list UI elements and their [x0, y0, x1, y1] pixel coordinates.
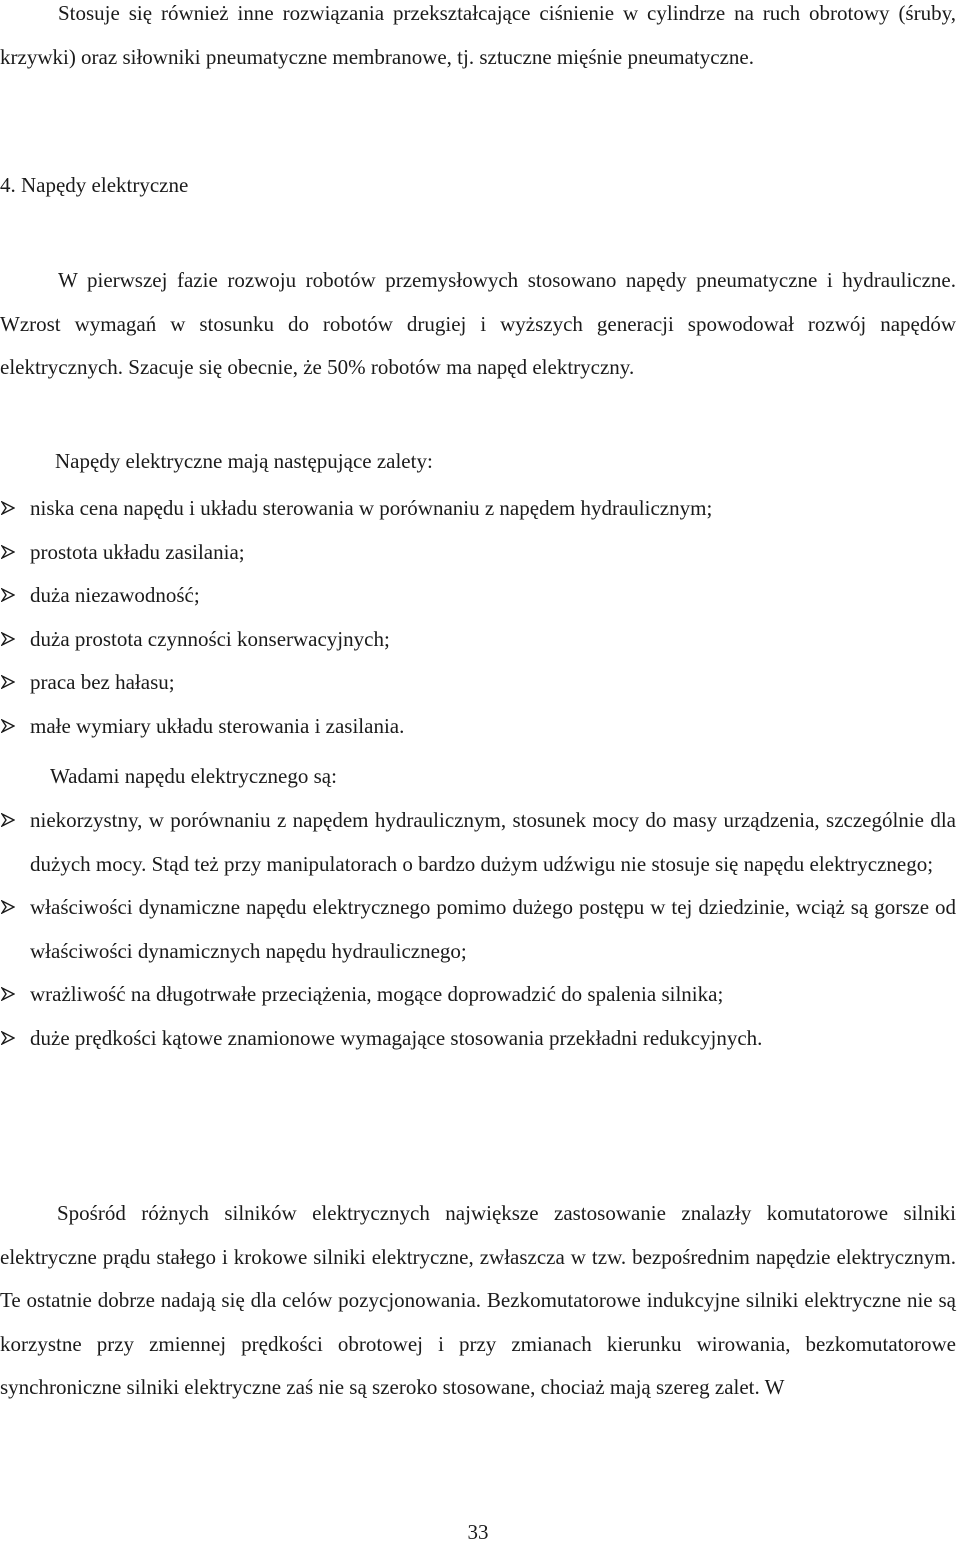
list-item [0, 487, 956, 531]
arrowhead-bullet-icon [0, 1017, 22, 1061]
arrowhead-bullet-icon [0, 487, 22, 531]
arrowhead-bullet-icon [0, 574, 22, 618]
list-item [0, 799, 956, 886]
disadvantages-list [0, 799, 956, 1061]
arrowhead-bullet-icon [0, 661, 22, 705]
paragraph-motor-types: Spośród różnych silników elektrycznych największe zastosowanie znalazły komutatorowe silniki elektryczne prądu stałego i krokowe silniki elektryczne, zwłaszcza w tzw. bezpośrednim napędzie elektrycznym. Te ostatnie dobrze nadają się dla celów pozycjonowania. Bezkomutatorowe indukcyjne silniki elektryczne nie są korzystne przy zmiennej prędkości obrotowej i przy zmianach kierunku wirowania, bezkomutatorowe synchroniczne silniki elektryczne zaś nie są szeroko stosowane, chociaż mają szereg zalet. W [0, 1201, 956, 1400]
list-item [0, 886, 956, 973]
list-item [0, 1017, 956, 1061]
advantages-list [0, 487, 956, 749]
arrowhead-bullet-icon [0, 531, 22, 575]
list-item [0, 618, 956, 662]
arrowhead-bullet-icon [0, 705, 22, 749]
section-heading: 4. Napędy elektryczne [0, 173, 189, 197]
list-item [0, 973, 956, 1017]
disadvantage-text: wrażliwość na długotrwałe przeciążenia, mogące doprowadzić do spalenia silnika; [30, 982, 724, 1007]
list-item [0, 574, 956, 618]
disadvantage-text: niekorzystny, w porównaniu z napędem hydraulicznym, stosunek mocy do masy urządzenia, szczególnie dla dużych mocy. Stąd też przy manipulatorach o bardzo dużym udźwigu nie stosuje się napędu elektrycznego; [30, 808, 956, 876]
arrowhead-bullet-icon [0, 799, 22, 843]
advantage-text: praca bez hałasu; [30, 670, 175, 695]
disadvantage-text: duże prędkości kątowe znamionowe wymagające stosowania przekładni redukcyjnych. [30, 1025, 763, 1050]
advantage-text: małe wymiary układu sterowania i zasilania. [30, 713, 405, 738]
paragraph-electric-drives-intro: W pierwszej fazie rozwoju robotów przemysłowych stosowano napędy pneumatyczne i hydrauliczne. Wzrost wymagań w stosunku do robotów drugiej i wyższych generacji spowodował rozwój napędów elektrycznych. Szacuje się obecnie, że 50% robotów ma napęd elektryczny. [0, 268, 956, 380]
paragraph-pneumatic-solutions: Stosuje się również inne rozwiązania przekształcające ciśnienie w cylindrze na ruch obrotowy (śruby, krzywki) oraz siłowniki pneumatyczne membranowe, tj. sztuczne mięśnie pneumatyczne. [0, 1, 956, 69]
page-number: 33 [467, 1520, 489, 1544]
disadvantage-text: właściwości dynamiczne napędu elektrycznego pomimo dużego postępu w tej dziedzinie, wciąż są gorsze od właściwości dynamicznych napędu hydraulicznego; [30, 895, 956, 963]
list-item [0, 531, 956, 575]
arrowhead-bullet-icon [0, 886, 22, 930]
advantage-text: prostota układu zasilania; [30, 539, 245, 564]
arrowhead-bullet-icon [0, 618, 22, 662]
advantage-text: duża niezawodność; [30, 583, 200, 608]
list-item [0, 661, 956, 705]
advantage-text: duża prostota czynności konserwacyjnych; [30, 626, 390, 651]
disadvantages-intro: Wadami napędu elektrycznego są: [50, 764, 337, 788]
advantages-intro: Napędy elektryczne mają następujące zalety: [55, 449, 433, 473]
advantage-text: niska cena napędu i układu sterowania w porównaniu z napędem hydraulicznym; [30, 496, 713, 520]
arrowhead-bullet-icon [0, 973, 22, 1017]
list-item [0, 705, 956, 749]
